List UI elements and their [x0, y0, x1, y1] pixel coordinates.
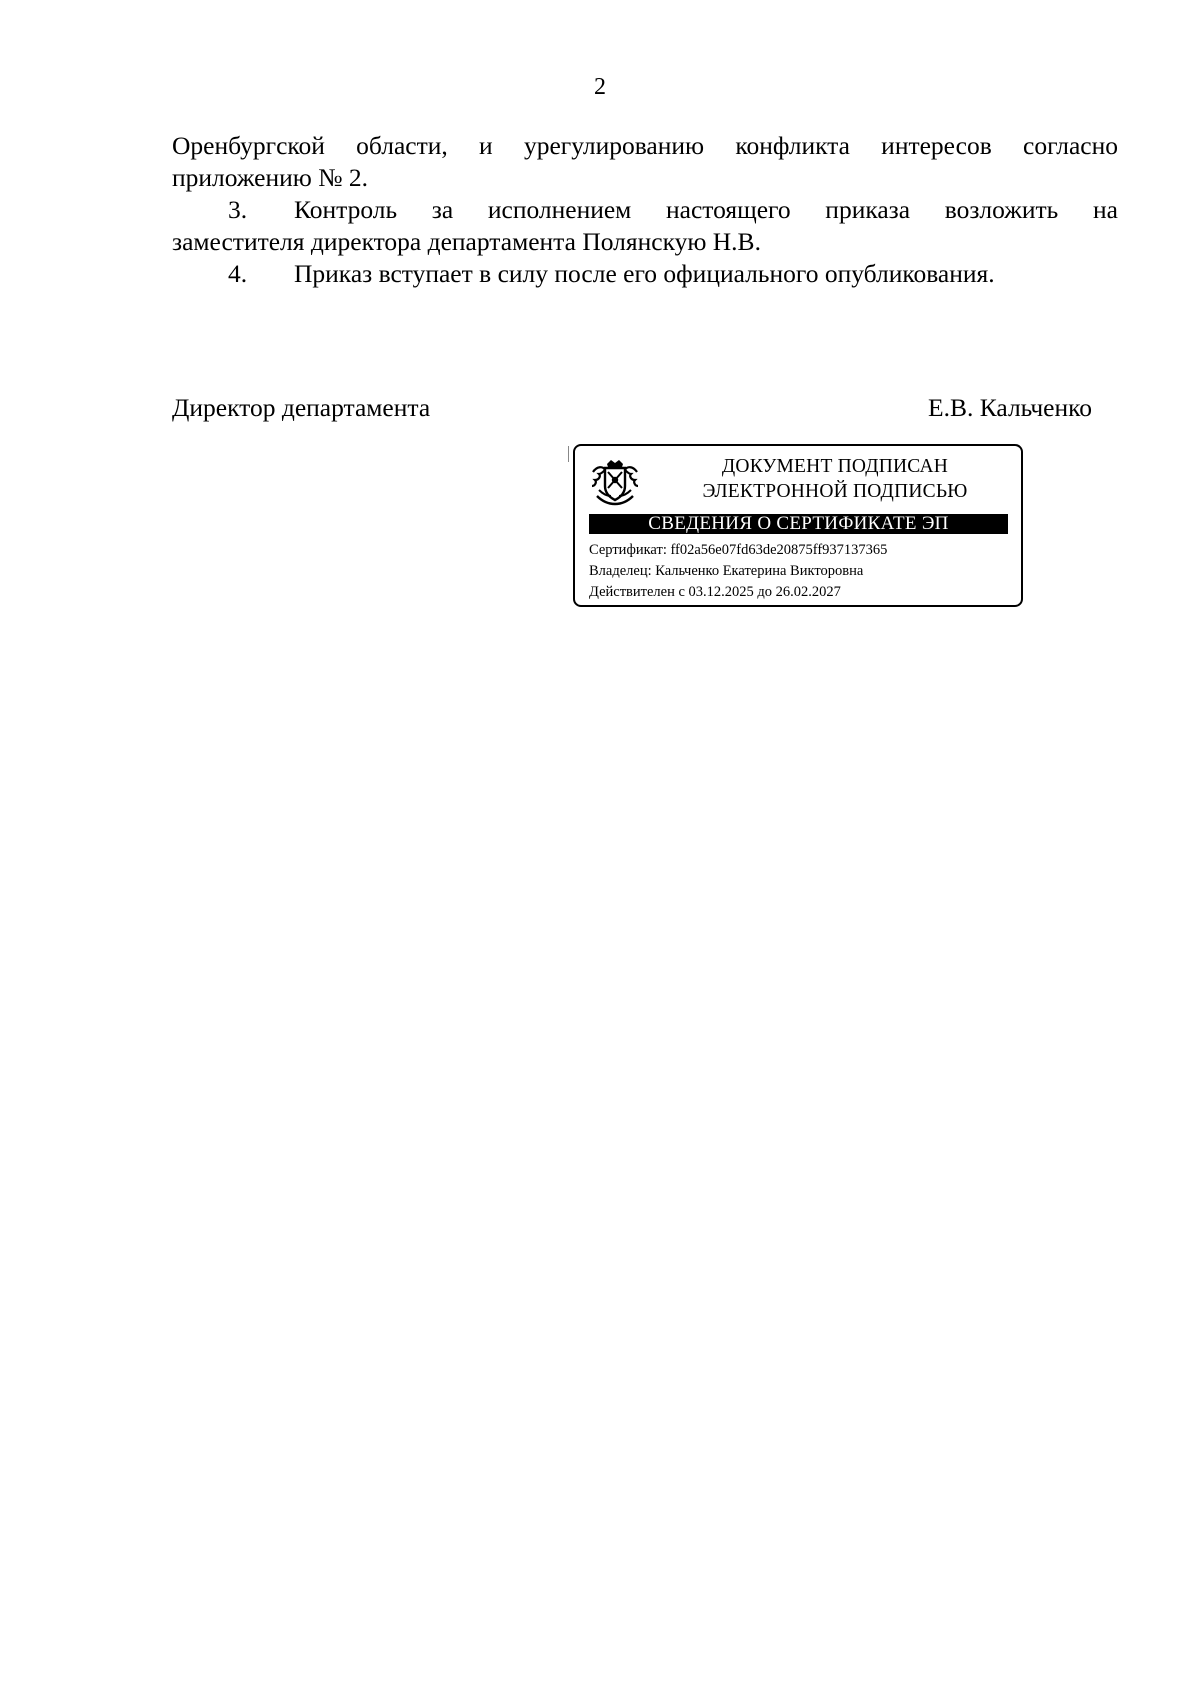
word: за	[431, 195, 454, 224]
word: Контроль	[294, 195, 398, 224]
page-number: 2	[594, 74, 606, 100]
word: приказа	[825, 195, 911, 224]
coat-of-arms-emblem-icon	[589, 458, 641, 508]
word: Оренбургской	[172, 131, 325, 160]
paragraph-2-line-2: приложению № 2.	[172, 163, 369, 192]
word: исполнением	[487, 195, 632, 224]
item-3-number: 3.	[228, 195, 248, 224]
item-4-number: 4.	[228, 259, 248, 288]
word: на	[1092, 195, 1118, 224]
signatory-title: Директор департамента	[172, 393, 431, 422]
item-4-text: Приказ вступает в силу после его официального опубликования.	[294, 259, 995, 288]
certificate-number: Сертификат: ff02a56e07fd63de20875ff937137365	[589, 542, 888, 558]
word: конфликта	[735, 131, 850, 160]
stamp-header	[685, 454, 985, 504]
certificate-owner: Владелец: Кальченко Екатерина Викторовна	[589, 563, 864, 579]
certificate-info-bar: СВЕДЕНИЯ О СЕРТИФИКАТЕ ЭП	[589, 514, 1008, 534]
certificate-validity: Действителен с 03.12.2025 до 26.02.2027	[589, 584, 841, 600]
stamp-mark	[568, 446, 569, 462]
word: настоящего	[666, 195, 791, 224]
electronic-signature-stamp	[573, 444, 1023, 607]
item-3-line-2: заместителя директора департамента Полянскую Н.В.	[172, 227, 761, 256]
stamp-header-line-2: ЭЛЕКТРОННОЙ ПОДПИСЬЮ	[702, 481, 968, 502]
word: и	[479, 131, 493, 160]
word: области,	[356, 131, 448, 160]
word: возложить	[944, 195, 1059, 224]
paragraph-2-line-1	[172, 130, 1118, 162]
word: урегулированию	[523, 131, 705, 160]
signatory-name: Е.В. Кальченко	[928, 393, 1092, 422]
word: согласно	[1023, 131, 1118, 160]
word: интересов	[881, 131, 992, 160]
stamp-header-line-1: ДОКУМЕНТ ПОДПИСАН	[721, 456, 949, 477]
item-3-words	[294, 194, 1118, 226]
